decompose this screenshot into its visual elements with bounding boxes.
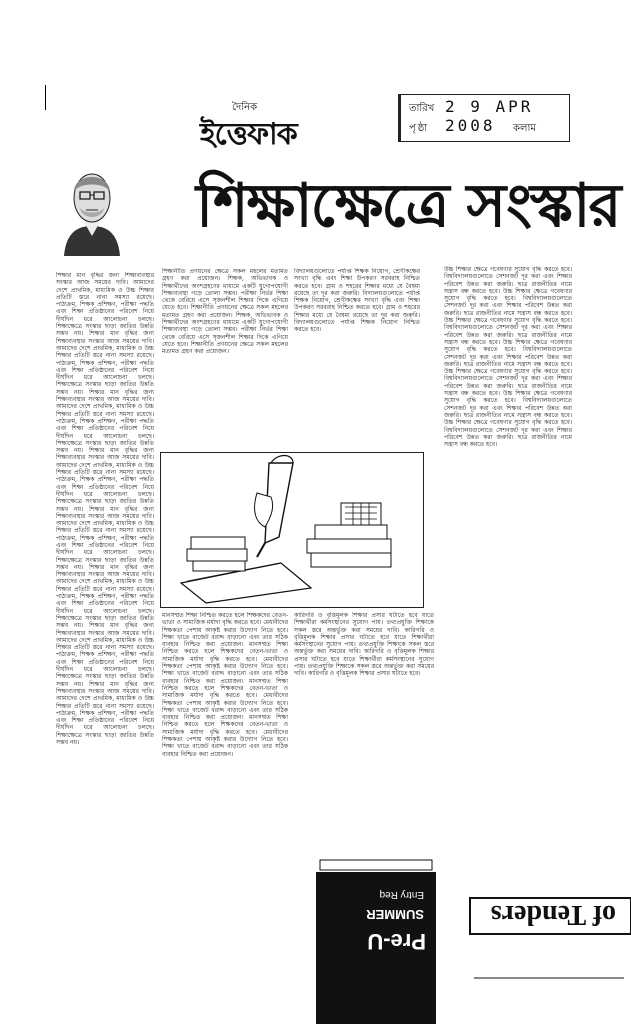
clipping-date: 2 9 APR 2008 [445, 97, 534, 135]
article-column-1: শিক্ষার মান বৃদ্ধির জন্য শিক্ষাব্যবস্থার সংস্কার আজ সময়ের দাবি। আমাদের দেশে প্রাথমিক, মাধ্যমিক ও উচ্চ শিক্ষার প্রতিটি স্তরে নানা সমস্যা রয়েছে। পাঠ্যক্রম, শিক্ষক প্রশিক্ষণ, পরীক্ষা পদ্ধতি এবং শিক্ষা প্রতিষ্ঠানের পরিবেশ নিয়ে দীর্ঘদিন ধরে আলোচনা চলছে। শিক্ষাক্ষেত্রে সংস্কার ছাড়া জাতির উন্নতি সম্ভব নয়। শিক্ষার মান বৃদ্ধির জন্য শিক্ষাব্যবস্থার সংস্কার আজ সময়ের দাবি। আমাদের দেশে প্রাথমিক, মাধ্যমিক ও উচ্চ শিক্ষার প্রতিটি স্তরে নানা সমস্যা রয়েছে। পাঠ্যক্রম, শিক্ষক প্রশিক্ষণ, পরীক্ষা পদ্ধতি এবং শিক্ষা প্রতিষ্ঠানের পরিবেশ নিয়ে দীর্ঘদিন ধরে আলোচনা চলছে। শিক্ষাক্ষেত্রে সংস্কার ছাড়া জাতির উন্নতি সম্ভব নয়। শিক্ষার মান বৃদ্ধির জন্য শিক্ষাব্যবস্থার সংস্কার আজ সময়ের দাবি। আমাদের দেশে প্রাথমিক, মাধ্যমিক ও উচ্চ শিক্ষার প্রতিটি স্তরে নানা সমস্যা রয়েছে। পাঠ্যক্রম, শিক্ষক প্রশিক্ষণ, পরীক্ষা পদ্ধতি এবং শিক্ষা প্রতিষ্ঠানের পরিবেশ নিয়ে দীর্ঘদিন ধরে আলোচনা চলছে। শিক্ষাক্ষেত্রে সংস্কার ছাড়া জাতির উন্নতি সম্ভব নয়। শিক্ষার মান বৃদ্ধির জন্য শিক্ষাব্যবস্থার সংস্কার আজ সময়ের দাবি। আমাদের দেশে প্রাথমিক, মাধ্যমিক ও উচ্চ শিক্ষার প্রতিটি স্তরে নানা সমস্যা রয়েছে। পাঠ্যক্রম, শিক্ষক প্রশিক্ষণ, পরীক্ষা পদ্ধতি এবং শিক্ষা প্রতিষ্ঠানের পরিবেশ নিয়ে দীর্ঘদিন ধরে আলোচনা চলছে। শিক্ষাক্ষেত্রে সংস্কার ছাড়া জাতির উন্নতি সম্ভব নয়। শিক্ষার মান বৃদ্ধির জন্য শিক্ষাব্যবস্থার সংস্কার আজ সময়ের দাবি। আমাদের দেশে প্রাথমিক, মাধ্যমিক ও উচ্চ শিক্ষার প্রতিটি স্তরে নানা সমস্যা রয়েছে। পাঠ্যক্রম, শিক্ষক প্রশিক্ষণ, পরীক্ষা পদ্ধতি এবং শিক্ষা প্রতিষ্ঠানের পরিবেশ নিয়ে দীর্ঘদিন ধরে আলোচনা চলছে। শিক্ষাক্ষেত্রে সংস্কার ছাড়া জাতির উন্নতি সম্ভব নয়। শিক্ষার মান বৃদ্ধির জন্য শিক্ষাব্যবস্থার সংস্কার আজ সময়ের দাবি। আমাদের দেশে প্রাথমিক, মাধ্যমিক ও উচ্চ শিক্ষার প্রতিটি স্তরে নানা সমস্যা রয়েছে। পাঠ্যক্রম, শিক্ষক প্রশিক্ষণ, পরীক্ষা পদ্ধতি এবং শিক্ষা প্রতিষ্ঠানের পরিবেশ নিয়ে দীর্ঘদিন ধরে আলোচনা চলছে। শিক্ষাক্ষেত্রে সংস্কার ছাড়া জাতির উন্নতি সম্ভব নয়। শিক্ষার মান বৃদ্ধির জন্য শিক্ষাব্যবস্থার সংস্কার আজ সময়ের দাবি। আমাদের দেশে প্রাথমিক, মাধ্যমিক ও উচ্চ শিক্ষার প্রতিটি স্তরে নানা সমস্যা রয়েছে। পাঠ্যক্রম, শিক্ষক প্রশিক্ষণ, পরীক্ষা পদ্ধতি এবং শিক্ষা প্রতিষ্ঠানের পরিবেশ নিয়ে দীর্ঘদিন ধরে আলোচনা চলছে। শিক্ষাক্ষেত্রে সংস্কার ছাড়া জাতির উন্নতি সম্ভব নয়। শিক্ষার মান বৃদ্ধির জন্য শিক্ষাব্যবস্থার সংস্কার আজ সময়ের দাবি। আমাদের দেশে প্রাথমিক, মাধ্যমিক ও উচ্চ শিক্ষার প্রতিটি স্তরে নানা সমস্যা রয়েছে। পাঠ্যক্রম, শিক্ষক প্রশিক্ষণ, পরীক্ষা পদ্ধতি এবং শিক্ষা প্রতিষ্ঠানের পরিবেশ নিয়ে দীর্ঘদিন ধরে আলোচনা চলছে। শিক্ষাক্ষেত্রে সংস্কার ছাড়া জাতির উন্নতি সম্ভব নয়। [56, 272, 154, 746]
article-headline: শিক্ষাক্ষেত্রে সংস্কার [196, 171, 620, 241]
masthead-name: ইত্তেফাক [200, 117, 297, 152]
column-label: কলাম [513, 123, 536, 134]
ad1-entry: Entry Req [379, 889, 424, 900]
article-column-2b: মানসম্মত শিক্ষা নিশ্চিত করতে হলে শিক্ষকদের বেতন-ভাতা ও সামাজিক মর্যাদা বৃদ্ধি করতে হবে। মেধাবীদের শিক্ষকতা পেশায় আকৃষ্ট করার উদ্যোগ নিতে হবে। শিক্ষা খাতে বাজেট বরাদ্দ বাড়ানো এবং তার সঠিক ব্যবহার নিশ্চিত করা প্রয়োজন। মানসম্মত শিক্ষা নিশ্চিত করতে হলে শিক্ষকদের বেতন-ভাতা ও সামাজিক মর্যাদা বৃদ্ধি করতে হবে। মেধাবীদের শিক্ষকতা পেশায় আকৃষ্ট করার উদ্যোগ নিতে হবে। শিক্ষা খাতে বাজেট বরাদ্দ বাড়ানো এবং তার সঠিক ব্যবহার নিশ্চিত করা প্রয়োজন। মানসম্মত শিক্ষা নিশ্চিত করতে হলে শিক্ষকদের বেতন-ভাতা ও সামাজিক মর্যাদা বৃদ্ধি করতে হবে। মেধাবীদের শিক্ষকতা পেশায় আকৃষ্ট করার উদ্যোগ নিতে হবে। শিক্ষা খাতে বাজেট বরাদ্দ বাড়ানো এবং তার সঠিক ব্যবহার নিশ্চিত করা প্রয়োজন। মানসম্মত শিক্ষা নিশ্চিত করতে হলে শিক্ষকদের বেতন-ভাতা ও সামাজিক মর্যাদা বৃদ্ধি করতে হবে। মেধাবীদের শিক্ষকতা পেশায় আকৃষ্ট করার উদ্যোগ নিতে হবে। শিক্ষা খাতে বাজেট বরাদ্দ বাড়ানো এবং তার সঠিক ব্যবহার নিশ্চিত করা প্রয়োজন। [162, 612, 288, 758]
date-label: তারিখ [409, 103, 435, 114]
masthead-label: দৈনিক [232, 102, 258, 113]
article-column-2: শিক্ষানীতি প্রণয়নের ক্ষেত্রে সকল মহলের মতামত গ্রহণ করা প্রয়োজন। শিক্ষক, অভিভাবক ও শিক্ষার্থীদের অংশগ্রহণের মাধ্যমে একটি যুগোপযোগী শিক্ষাব্যবস্থা গড়ে তোলা সম্ভব। পরীক্ষা নির্ভর শিক্ষা থেকে বেরিয়ে এসে সৃজনশীল শিক্ষার দিকে এগিয়ে যেতে হবে। শিক্ষানীতি প্রণয়নের ক্ষেত্রে সকল মহলের মতামত গ্রহণ করা প্রয়োজন। শিক্ষক, অভিভাবক ও শিক্ষার্থীদের অংশগ্রহণের মাধ্যমে একটি যুগোপযোগী শিক্ষাব্যবস্থা গড়ে তোলা সম্ভব। পরীক্ষা নির্ভর শিক্ষা থেকে বেরিয়ে এসে সৃজনশীল শিক্ষার দিকে এগিয়ে যেতে হবে। শিক্ষানীতি প্রণয়নের ক্ষেত্রে সকল মহলের মতামত গ্রহণ করা প্রয়োজন। [162, 268, 288, 356]
article-column-4: উচ্চ শিক্ষার ক্ষেত্রে গবেষণার সুযোগ বৃদ্ধি করতে হবে। বিশ্ববিদ্যালয়গুলোতে সেশনজট দূর করা এবং শিক্ষার পরিবেশ উন্নত করা জরুরি। ছাত্র রাজনীতির নামে সন্ত্রাস বন্ধ করতে হবে। উচ্চ শিক্ষার ক্ষেত্রে গবেষণার সুযোগ বৃদ্ধি করতে হবে। বিশ্ববিদ্যালয়গুলোতে সেশনজট দূর করা এবং শিক্ষার পরিবেশ উন্নত করা জরুরি। ছাত্র রাজনীতির নামে সন্ত্রাস বন্ধ করতে হবে। উচ্চ শিক্ষার ক্ষেত্রে গবেষণার সুযোগ বৃদ্ধি করতে হবে। বিশ্ববিদ্যালয়গুলোতে সেশনজট দূর করা এবং শিক্ষার পরিবেশ উন্নত করা জরুরি। ছাত্র রাজনীতির নামে সন্ত্রাস বন্ধ করতে হবে। উচ্চ শিক্ষার ক্ষেত্রে গবেষণার সুযোগ বৃদ্ধি করতে হবে। বিশ্ববিদ্যালয়গুলোতে সেশনজট দূর করা এবং শিক্ষার পরিবেশ উন্নত করা জরুরি। ছাত্র রাজনীতির নামে সন্ত্রাস বন্ধ করতে হবে। উচ্চ শিক্ষার ক্ষেত্রে গবেষণার সুযোগ বৃদ্ধি করতে হবে। বিশ্ববিদ্যালয়গুলোতে সেশনজট দূর করা এবং শিক্ষার পরিবেশ উন্নত করা জরুরি। ছাত্র রাজনীতির নামে সন্ত্রাস বন্ধ করতে হবে। উচ্চ শিক্ষার ক্ষেত্রে গবেষণার সুযোগ বৃদ্ধি করতে হবে। বিশ্ববিদ্যালয়গুলোতে সেশনজট দূর করা এবং শিক্ষার পরিবেশ উন্নত করা জরুরি। ছাত্র রাজনীতির নামে সন্ত্রাস বন্ধ করতে হবে। উচ্চ শিক্ষার ক্ষেত্রে গবেষণার সুযোগ বৃদ্ধি করতে হবে। বিশ্ববিদ্যালয়গুলোতে সেশনজট দূর করা এবং শিক্ষার পরিবেশ উন্নত করা জরুরি। ছাত্র রাজনীতির নামে সন্ত্রাস বন্ধ করতে হবে। [444, 266, 572, 449]
clipping-date-box [398, 94, 570, 142]
advertisement-pre-u [312, 858, 440, 1024]
ad1-title: Pre-U [367, 929, 426, 954]
advertisement-tenders [454, 860, 631, 1024]
author-portrait [56, 152, 128, 256]
clipping-margin-rule [45, 85, 46, 110]
page-label: পৃষ্ঠা [409, 123, 430, 134]
article-illustration [160, 452, 424, 608]
ad2-title: of Tenders [490, 899, 616, 930]
article-column-3b: কারিগরি ও বৃত্তিমূলক শিক্ষার প্রসার ঘটাতে হবে যাতে শিক্ষার্থীরা কর্মসংস্থানের সুযোগ পায়। তথ্যপ্রযুক্তি শিক্ষাকে সকল স্তরে অন্তর্ভুক্ত করা সময়ের দাবি। কারিগরি ও বৃত্তিমূলক শিক্ষার প্রসার ঘটাতে হবে যাতে শিক্ষার্থীরা কর্মসংস্থানের সুযোগ পায়। তথ্যপ্রযুক্তি শিক্ষাকে সকল স্তরে অন্তর্ভুক্ত করা সময়ের দাবি। কারিগরি ও বৃত্তিমূলক শিক্ষার প্রসার ঘটাতে হবে যাতে শিক্ষার্থীরা কর্মসংস্থানের সুযোগ পায়। তথ্যপ্রযুক্তি শিক্ষাকে সকল স্তরে অন্তর্ভুক্ত করা সময়ের দাবি। কারিগরি ও বৃত্তিমূলক শিক্ষার প্রসার ঘটাতে হবে। [294, 612, 434, 678]
ad1-subtitle: SUMMER [366, 907, 424, 922]
article-column-3: বিদ্যালয়গুলোতে পর্যাপ্ত শিক্ষক নিয়োগ, শ্রেণীকক্ষের সংখ্যা বৃদ্ধি এবং শিক্ষা উপকরণ সরবরাহ নিশ্চিত করতে হবে। গ্রাম ও শহরের শিক্ষার মধ্যে যে বৈষম্য রয়েছে তা দূর করা জরুরি। বিদ্যালয়গুলোতে পর্যাপ্ত শিক্ষক নিয়োগ, শ্রেণীকক্ষের সংখ্যা বৃদ্ধি এবং শিক্ষা উপকরণ সরবরাহ নিশ্চিত করতে হবে। গ্রাম ও শহরের শিক্ষার মধ্যে যে বৈষম্য রয়েছে তা দূর করা জরুরি। বিদ্যালয়গুলোতে পর্যাপ্ত শিক্ষক নিয়োগ নিশ্চিত করতে হবে। [294, 268, 420, 334]
